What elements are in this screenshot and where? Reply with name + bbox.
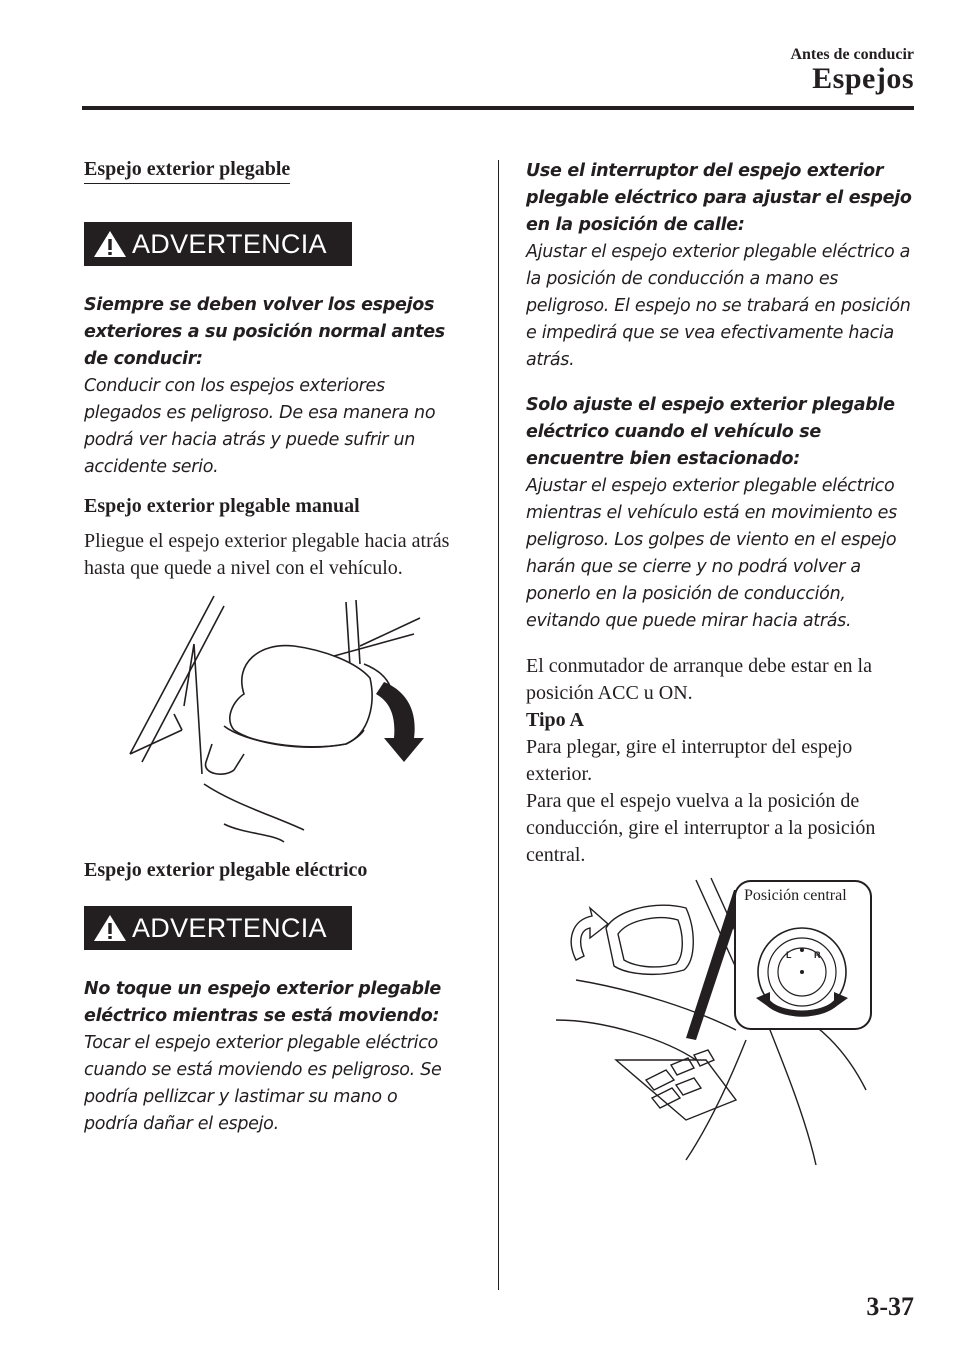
warning-label: ADVERTENCIA — [132, 912, 327, 943]
page-number: 3-37 — [866, 1292, 914, 1321]
fold-instruction: Para plegar, gire el interruptor del espejo exterior. — [526, 736, 853, 785]
warning-body: Ajustar el espejo exterior plegable eléctrico a la posición de conducción a mano es peligroso. El espejo no se trabará en posición e impedirá que se vea efectivamente hacia atrás. — [526, 242, 911, 370]
warning-banner — [84, 222, 352, 266]
warning-title: Use el interruptor del espejo exterior plegable eléctrico para ajustar el espejo en la posición de calle: — [526, 161, 912, 235]
knob-left-label: L — [786, 950, 792, 960]
warning-title: Siempre se deben volver los espejos exteriores a su posición normal antes de conducir: — [84, 295, 445, 369]
header-rule — [82, 106, 914, 110]
section-header: Espejos — [812, 62, 914, 95]
section-title: Espejo exterior plegable — [84, 158, 290, 184]
column-divider — [498, 160, 499, 1290]
warning-title: Solo ajuste el espejo exterior plegable eléctrico cuando el vehículo se encuentre bien estacionado: — [526, 395, 895, 469]
return-instruction: Para que el espejo vuelva a la posición de conducción, gire el interruptor a la posición central. — [526, 790, 876, 866]
knob-right-label: R — [814, 950, 821, 960]
electric-subtitle: Espejo exterior plegable eléctrico — [84, 859, 368, 881]
chapter-title: Antes de conducir — [790, 46, 914, 63]
warning-icon — [92, 913, 128, 943]
type-label: Tipo A — [526, 709, 584, 731]
warning-body: Tocar el espejo exterior plegable eléctrico cuando se está moviendo es peligroso. Se podría pellizcar y lastimar su mano o podría dañar el espejo. — [84, 1033, 442, 1134]
right-column — [526, 158, 918, 869]
warning-body: Conducir con los espejos exteriores plegados es peligroso. De esa manera no podrá ver hacia atrás y puede sufrir un accidente serio. — [84, 376, 436, 477]
callout-label: Posición central — [744, 887, 847, 904]
warning-banner-2 — [84, 906, 352, 950]
warning-label: ADVERTENCIA — [132, 228, 327, 259]
manual-body: Pliegue el espejo exterior plegable hacia atrás hasta que quede a nivel con el vehículo. — [84, 530, 450, 579]
manual-mirror-illustration — [84, 594, 456, 844]
warning-body: Ajustar el espejo exterior plegable eléctrico mientras el vehículo está en movimiento es peligroso. Los golpes de viento en el espejo harán que se cierre y no podrá volver a ponerlo en la posición de conducción, evitando que puede mirar hacia atrás. — [526, 476, 897, 631]
left-column — [84, 158, 456, 1138]
warning-icon — [92, 229, 128, 259]
warning-title: No toque un espejo exterior plegable eléctrico mientras se está moviendo: — [84, 979, 441, 1026]
ignition-note: El conmutador de arranque debe estar en la posición ACC u ON. — [526, 655, 872, 704]
manual-subtitle: Espejo exterior plegable manual — [84, 495, 360, 517]
